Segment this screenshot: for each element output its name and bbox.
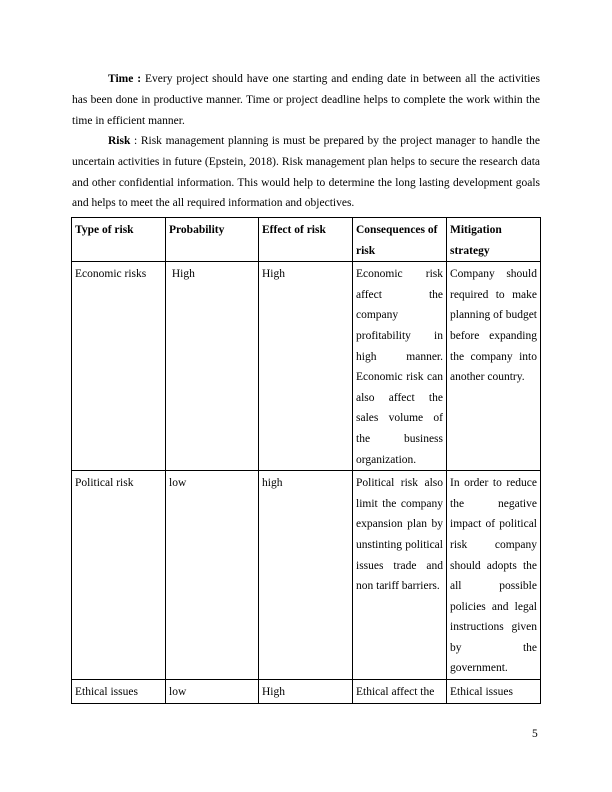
cell-mitigation: In order to reduce the negative impact of political risk company should adopts the all possible policies and legal instructions given by the government. [447,471,541,680]
cell-type: Economic risks [72,262,166,471]
cell-probability: High [166,262,259,471]
time-heading: Time : [108,73,142,85]
cell-type: Ethical issues [72,680,166,704]
cell-probability: low [166,680,259,704]
table-header-row [72,218,541,262]
time-text: Every project should have one starting and ending date in between all the activities has been done in productive manner. Time or project deadline helps to complete the work within the time in efficient manner. [72,73,540,127]
time-paragraph [72,69,540,131]
cell-consequences: Ethical affect the [353,680,447,704]
cell-type: Political risk [72,471,166,680]
cell-effect: High [259,680,353,704]
risk-paragraph [72,131,540,214]
header-effect-of-risk: Effect of risk [259,218,353,262]
cell-mitigation: Ethical issues [447,680,541,704]
header-type-of-risk: Type of risk [72,218,166,262]
cell-consequences: Economic risk affect the company profitability in high manner. Economic risk can also affect the sales volume of the business organization. [353,262,447,471]
risk-table [71,217,541,704]
risk-heading: Risk [108,135,131,147]
cell-effect: high [259,471,353,680]
cell-mitigation: Company should required to make planning of budget before expanding the company into another country. [447,262,541,471]
page-number: 5 [532,728,538,740]
cell-effect: High [259,262,353,471]
header-mitigation: Mitigation strategy [447,218,541,262]
header-probability: Probability [166,218,259,262]
header-consequences: Consequences of risk [353,218,447,262]
table-row [72,471,541,680]
cell-consequences: Political risk also limit the company expansion plan by unstinting political issues trade and non tariff barriers. [353,471,447,680]
table-row [72,680,541,704]
table-row [72,262,541,471]
risk-text: : Risk management planning is must be prepared by the project manager to handle the uncertain activities in future (Epstein, 2018). Risk management plan helps to secure the research data and other confidential information. This would help to determine the long lasting development goals and helps to meet the all required information and objectives. [72,135,540,210]
cell-probability: low [166,471,259,680]
